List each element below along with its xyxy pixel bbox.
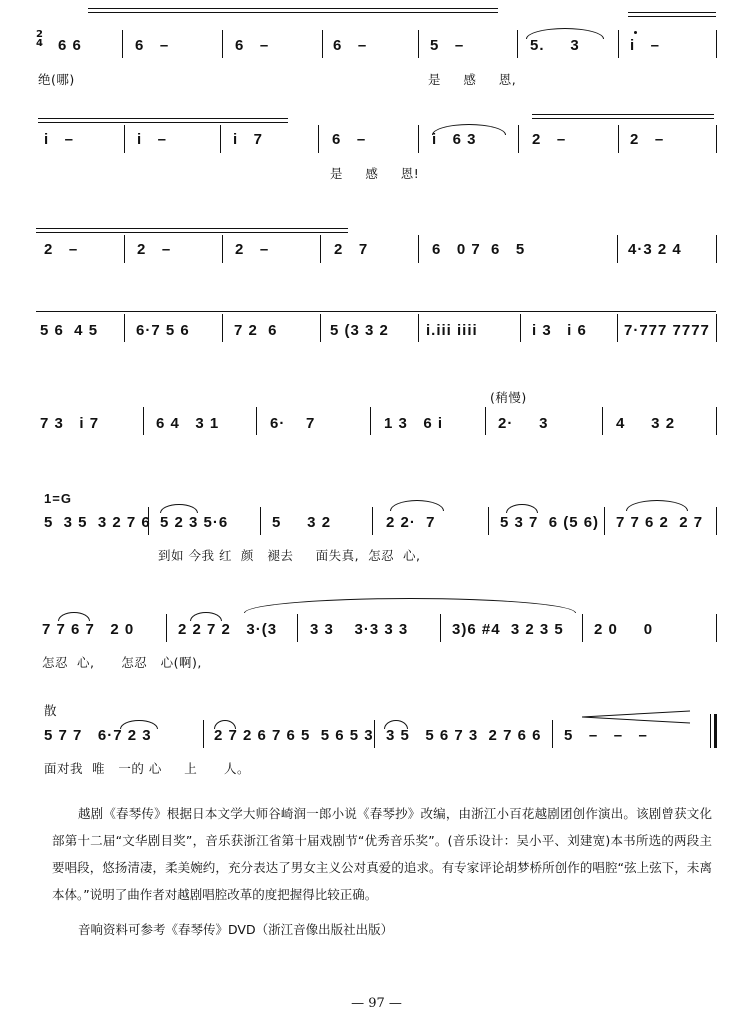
performance-mark: 散 <box>44 703 58 718</box>
measure: 5 – <box>430 37 465 54</box>
lyric: 是 感 恩, <box>428 72 517 87</box>
measure: 5 7 7 6·7 2 3 <box>44 727 152 744</box>
lyric: 绝(哪) <box>38 72 75 87</box>
measure: 7 7 6 7 2 0 <box>42 621 135 638</box>
tempo-mark: (稍慢) <box>490 390 527 405</box>
measure: 2 2 7 2 3·(3 <box>178 621 278 638</box>
page-number: — 97 — <box>351 996 402 1011</box>
measure: 1 3 6 i <box>384 415 444 432</box>
measure: 3 3 3·3 3 3 <box>310 621 409 638</box>
measure: 6·7 5 6 <box>136 322 190 339</box>
measure: 5. 3 <box>530 37 580 54</box>
measure: i – <box>44 131 75 148</box>
audio-reference: 音响资料可参考《春琴传》DVD（浙江音像出版社出版） <box>78 922 394 937</box>
measure: 6 – <box>235 37 270 54</box>
measure: 5 3 5 3 2 7 6 <box>44 514 151 531</box>
measure: 6· 7 <box>270 415 316 432</box>
measure: 6 – <box>333 37 368 54</box>
measure: 2 2· 7 <box>386 514 436 531</box>
measure: 6 – <box>332 131 367 148</box>
time-signature: 2 4 <box>36 29 43 49</box>
measure: 7 7 6 2 2 7 <box>616 514 704 531</box>
lyric: 怎忍 心, 怎忍 心(啊), <box>42 655 202 670</box>
measure: 3)6 #4 3 2 3 5 <box>452 621 564 638</box>
measure: i 7 <box>233 131 264 148</box>
final-barline <box>710 714 711 748</box>
measure: 2 – <box>44 241 79 258</box>
description-paragraph: 越剧《春琴传》根据日本文学大师谷崎润一郎小说《春琴抄》改编，由浙江小百花越剧团创作演出。该剧曾获文化部第十二届“文华剧目奖”，音乐获浙江省第十届戏剧节“优秀音乐奖”。(音乐设计：吴小平、刘建宽)本书所选的两段主要唱段，悠扬清凄，柔美婉约，充分表达了男女主义公对真爱的追求。有专家评论胡梦桥所创作的唱腔“弦上弦下，未离本体。”说明了曲作者对越剧唱腔改革的度把握得比较正确。 <box>52 806 712 902</box>
measure: 3 5 5 6 7 3 2 7 6 6 <box>386 727 542 744</box>
measure: 2 7 2 6 7 6 5 5 6 5 3 <box>214 727 374 744</box>
measure: 6 4 3 1 <box>156 415 220 432</box>
measure: 7 3 i 7 <box>40 415 100 432</box>
decrescendo-mark <box>582 710 692 724</box>
measure: i – <box>137 131 168 148</box>
measure: 7 2 6 <box>234 322 278 339</box>
measure: 5 (3 3 2 <box>330 322 389 339</box>
measure: 2 – <box>137 241 172 258</box>
measure: 5 – – – <box>564 727 648 744</box>
description <box>52 800 712 943</box>
lyric: 面对我 唯 一的 心 上 人。 <box>44 761 251 776</box>
measure: 2 – <box>630 131 665 148</box>
measure: 4 3 2 <box>616 415 676 432</box>
measure: 2 – <box>235 241 270 258</box>
measure: 5 3 7 6 (5 6) <box>500 514 600 531</box>
lyric: 到如 今我 红 颜 褪去 面失真, 怎忍 心, <box>158 548 421 563</box>
measure: 6 0 7 6 5 <box>432 241 526 258</box>
measure: 4·3 2 4 <box>628 241 682 258</box>
measure: 6 – <box>135 37 170 54</box>
measure: i – <box>630 37 661 54</box>
lyric: 是 感 恩! <box>330 166 420 181</box>
measure: 6 6 <box>58 37 82 54</box>
measure: 2 0 0 <box>594 621 654 638</box>
key-signature: 1=G <box>44 491 72 506</box>
measure: 5 2 3 5·6 <box>160 514 229 531</box>
measure: i.iii iiii <box>426 322 478 339</box>
measure: 2 7 <box>334 241 369 258</box>
measure: 2· 3 <box>498 415 549 432</box>
measure: i 6 3 <box>432 131 477 148</box>
measure: 2 – <box>532 131 567 148</box>
measure: 7·777 7777 <box>624 322 710 339</box>
measure: i 3 i 6 <box>532 322 587 339</box>
measure: 5 3 2 <box>272 514 332 531</box>
measure: 5 6 4 5 <box>40 322 99 339</box>
